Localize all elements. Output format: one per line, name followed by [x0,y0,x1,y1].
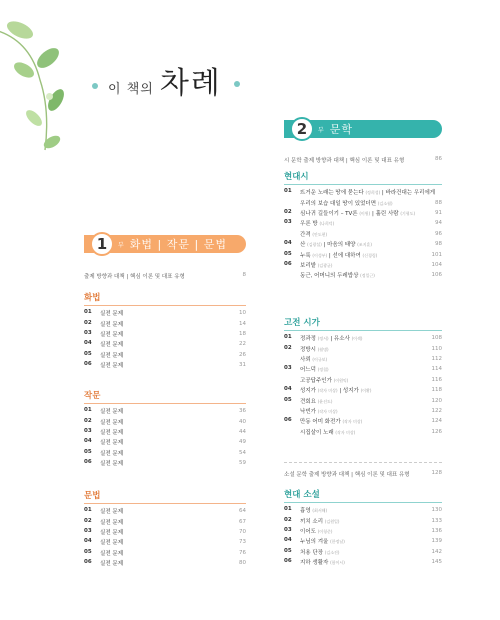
toc-row[interactable]: 05 견회요 (윤선도) 120 [284,396,442,405]
toc-row[interactable]: 03 이어도 (이청준) 136 [284,526,442,535]
toc-row[interactable]: 02 정방시 (월명) 110 [284,344,442,353]
toc-row[interactable]: 03 어느덕 (정철) 114 [284,365,442,374]
section-divider [84,305,246,306]
toc-row[interactable]: 06 실전 문제 80 [84,559,246,568]
toc-row[interactable]: 04 실전 문제 22 [84,340,246,349]
part2-intro[interactable] [284,156,442,164]
novel-intro-page: 128 [431,470,442,476]
section-title: 작문 [84,391,101,401]
toc-row[interactable]: 우리의 보습 대일 땅이 있었더면 (김소월) 88 [300,199,442,207]
part1-title: 화법 | 작문 | 문법 [129,238,227,251]
toc-row[interactable]: 05 실전 문제 76 [84,548,246,557]
section-divider [284,502,442,503]
part1-intro[interactable] [84,272,246,280]
toc-row[interactable]: 01 실전 문제 36 [84,407,246,416]
toc-row[interactable]: 06 실전 문제 59 [84,459,246,468]
section-list [84,308,246,370]
section-list [84,406,246,468]
toc-row[interactable]: 03 우론 방 (나희덕) 94 [284,219,442,228]
toc-row[interactable]: 01 정과정 (정서) | 유소사 (이색) 108 [284,334,442,343]
toc-row[interactable]: 04 실전 문제 73 [84,538,246,547]
toc-row[interactable]: 01 뜨거운 노래는 땅에 묻는다 (정희성) | 바라건대는 우리에게 [284,188,436,197]
title-dot-right [234,81,240,87]
toc-row[interactable]: 04 성지가 (작자 미상) | 성지가 (이황) 118 [284,386,442,395]
toc-row[interactable]: 사뢰 (이규보) 112 [300,355,442,363]
toc-row[interactable]: 06 실전 문제 31 [84,361,246,370]
novel-intro-text: 소설 문학 출제 방향과 대책 | 핵심 이론 및 대표 유형 [284,472,410,478]
toc-row[interactable]: 02 끼치 소리 (김원일) 133 [284,516,442,525]
toc-row[interactable]: 06 보리밭 (김광균) 104 [284,260,442,269]
part1-intro-page: 8 [242,272,246,278]
toc-row[interactable]: 낙빈가 (작자 미상) 122 [300,407,442,415]
section-title: 고전 시가 [284,318,320,328]
title-dot [92,83,98,89]
part1-intro-text: 출제 방향과 대책 | 핵심 이론 및 대표 유형 [84,274,185,280]
dashed-divider [284,462,442,463]
section-list [284,333,442,437]
toc-row[interactable]: 02 심나귀 길들이기 – TV론 (이원) | 흘린 사람 (기형도) 91 [284,208,442,217]
section-title: 현대 소설 [284,490,320,500]
toc-row[interactable]: 01 흉영 (최서해) 130 [284,506,442,515]
part2-intro-text: 시 문학 출제 방향과 대책 | 핵심 이론 및 대표 유형 [284,158,405,164]
toc-row[interactable]: 05 실전 문제 26 [84,350,246,359]
toc-row[interactable]: 05 누룩 (이성부) | 선에 대하여 (신경림) 101 [284,250,442,259]
section-divider [284,184,442,185]
toc-row[interactable]: 03 실전 문제 44 [84,427,246,436]
page-title [92,58,240,102]
toc-row[interactable]: 03 실전 문제 70 [84,527,246,536]
part1-bu: 부 [118,241,124,249]
toc-row[interactable]: 01 실전 문제 10 [84,309,246,318]
part1-number: 1 [90,232,114,256]
part2-bu: 부 [318,126,324,134]
section-list [284,187,442,281]
part1-banner [84,235,246,253]
section-divider [284,330,442,331]
toc-row[interactable]: 05 실전 문제 54 [84,448,246,457]
toc-row[interactable]: 06 지하 생활자 (함이시) 145 [284,558,442,567]
section-title: 현대시 [284,172,309,182]
toc-row[interactable]: 04 산 (김광섭) | 마음의 태양 (조지훈) 98 [284,240,442,249]
toc-row[interactable]: 06 만동 어미 화전가 (작자 미상) 124 [284,417,442,426]
novel-intro[interactable] [284,470,442,478]
section-divider [84,403,246,404]
toc-row[interactable]: 04 실전 문제 49 [84,438,246,447]
section-list [84,506,246,568]
section-title: 문법 [84,491,101,501]
part2-number: 2 [290,117,314,141]
toc-row[interactable]: 05 처용 단장 (김소진) 142 [284,547,442,556]
toc-row[interactable]: 02 실전 문제 67 [84,517,246,526]
title-big: 차례 [159,66,222,101]
leaf-dot [46,93,53,100]
part2-title: 문학 [329,123,354,136]
leaves-decoration [0,0,70,160]
title-small: 이 책의 [108,82,154,97]
toc-row[interactable]: 고공답주인가 (이원익) 116 [300,376,442,384]
toc-row[interactable]: 01 실전 문제 64 [84,507,246,516]
toc-row[interactable]: 04 누님의 겨울 (한정남) 139 [284,537,442,546]
toc-row[interactable]: 동근, 어머니의 두레밥상 (정일근) 106 [300,272,442,280]
section-divider [84,503,246,504]
toc-row[interactable]: 02 실전 문제 14 [84,319,246,328]
section-title: 화법 [84,293,101,303]
part2-banner [284,120,442,138]
toc-row[interactable]: 간격 (안도현) 96 [300,230,442,238]
section-list [284,505,442,567]
part2-intro-page: 86 [435,156,442,162]
toc-row[interactable]: 03 실전 문제 18 [84,329,246,338]
toc-row[interactable]: 02 실전 문제 40 [84,417,246,426]
toc-row[interactable]: 시집살이 노래 (작자 미상) 126 [300,428,442,436]
